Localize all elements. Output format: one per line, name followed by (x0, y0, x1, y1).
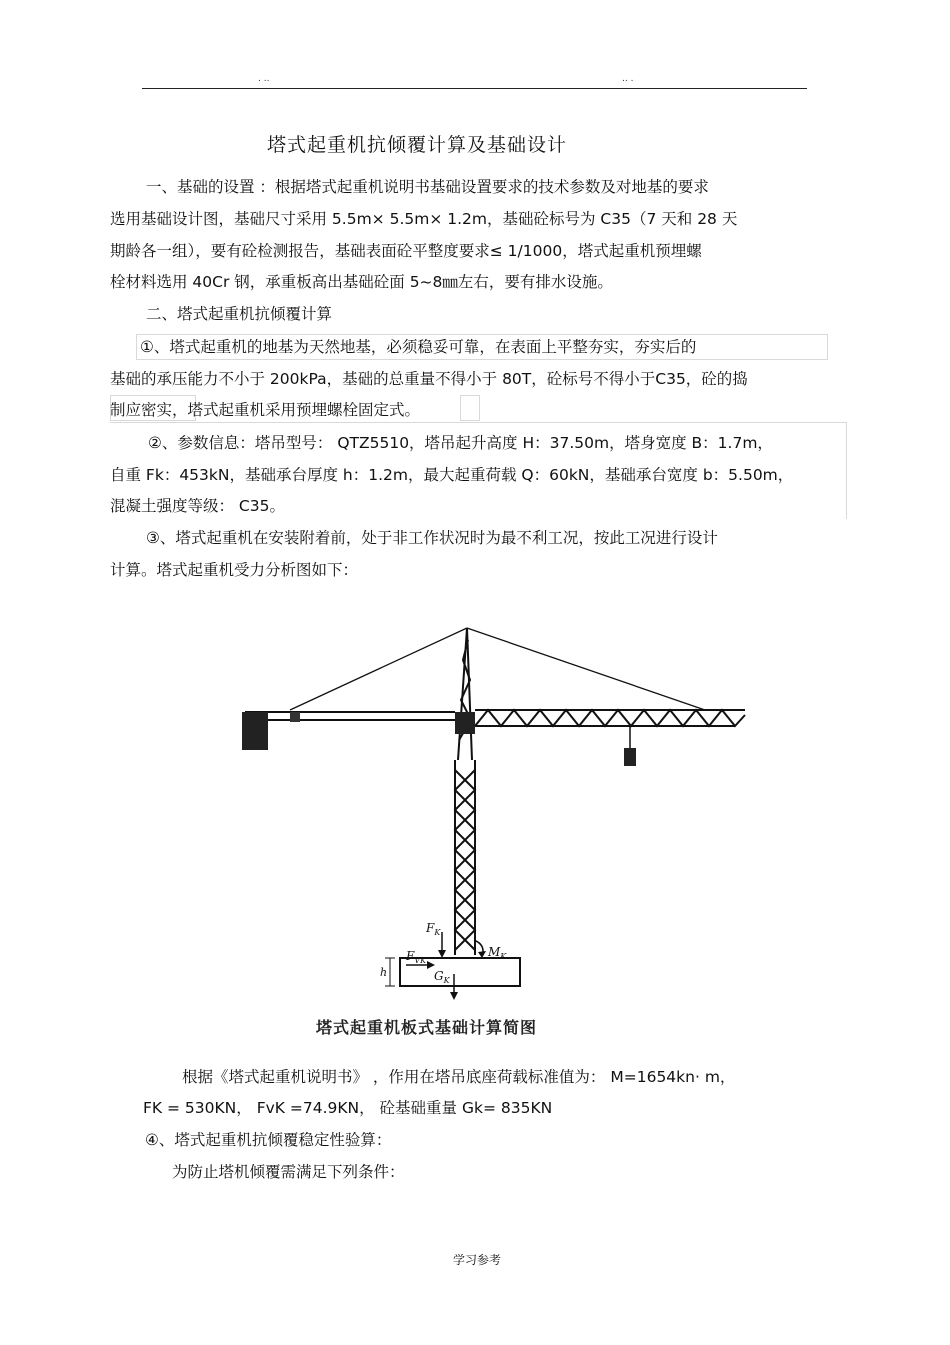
section1-line4: 栓材料选用 40Cr 钢，承重板高出基础砼面 5~8㎜左右，要有排水设施。 (110, 273, 613, 291)
item3-line2: 计算。塔式起重机受力分析图如下： (110, 561, 359, 579)
hook-icon (624, 748, 636, 766)
header-rule (142, 88, 807, 89)
section1-line3: 期龄各一组），要有砼检测报告，基础表面砼平整度要求≤ 1/1000，塔式起重机预埋螺 (110, 242, 702, 260)
header-dots-right: .. . (622, 74, 634, 84)
page-footer: 学习参考 (453, 1253, 502, 1267)
section4-text: 为防止塔机倾覆需满足下列条件： (172, 1163, 405, 1181)
section4-heading: ④、塔式起重机抗倾覆稳定性验算： (145, 1131, 392, 1149)
item2-line3: 混凝土强度等级： C35。 (110, 497, 285, 515)
counterweight-icon (242, 712, 268, 750)
svg-text:FK: $F_K$ (426, 921, 441, 937)
item2-line1: ②、参数信息：塔吊型号： QTZ5510，塔吊起升高度 H：37.50m，塔身宽度 B：1.7m， (148, 434, 773, 452)
section1-line2: 选用基础设计图，基础尺寸采用 5.5m× 5.5m× 1.2m，基础砼标号为 C35（7 天和 28 天 (110, 210, 738, 228)
item2-line2: 自重 Fk：453kN，基础承台厚度 h：1.2m，最大起重荷载 Q：60kN，基础承台宽度 b：5.50m， (110, 466, 794, 484)
svg-text:MK: $M_K$ (488, 945, 507, 961)
item3-line1: ③、塔式起重机在安装附着前，处于非工作状况时为最不利工况，按此工况进行设计 (146, 529, 718, 547)
loads-line2: FK = 530KN， FvK =74.9KN， 砼基础重量 Gk= 835KN (143, 1099, 553, 1117)
svg-text:h: h (380, 966, 388, 979)
figure-caption: 塔式起重机板式基础计算简图 (316, 1018, 538, 1037)
svg-text:FVK: $F_{VK}$ (406, 949, 427, 965)
item1-line3: 制应密实，塔式起重机采用预埋螺栓固定式。 (110, 401, 421, 419)
loads-line1: 根据《塔式起重机说明书》 ，作用在塔吊底座荷载标准值为： M=1654kn· m， (182, 1068, 736, 1086)
item1-line2: 基础的承压能力不小于 200kPa，基础的总重量不得小于 80T，砼标号不得小于C35，砼的捣 (110, 370, 748, 388)
section1-line1: 一、基础的设置 ：根据塔式起重机说明书基础设置要求的技术参数及对地基的要求 (146, 178, 709, 196)
tower-crane-diagram (230, 620, 770, 1010)
section2-heading: 二、塔式起重机抗倾覆计算 (146, 305, 333, 323)
item1-line1: ①、塔式起重机的地基为天然地基，必须稳妥可靠，在表面上平整夯实，夯实后的 (140, 338, 697, 356)
page-title: 塔式起重机抗倾覆计算及基础设计 (267, 134, 568, 156)
svg-text:GK: $G_K$ (434, 969, 450, 985)
text-frame (460, 395, 480, 421)
header-dots-left: . .. (258, 74, 270, 84)
